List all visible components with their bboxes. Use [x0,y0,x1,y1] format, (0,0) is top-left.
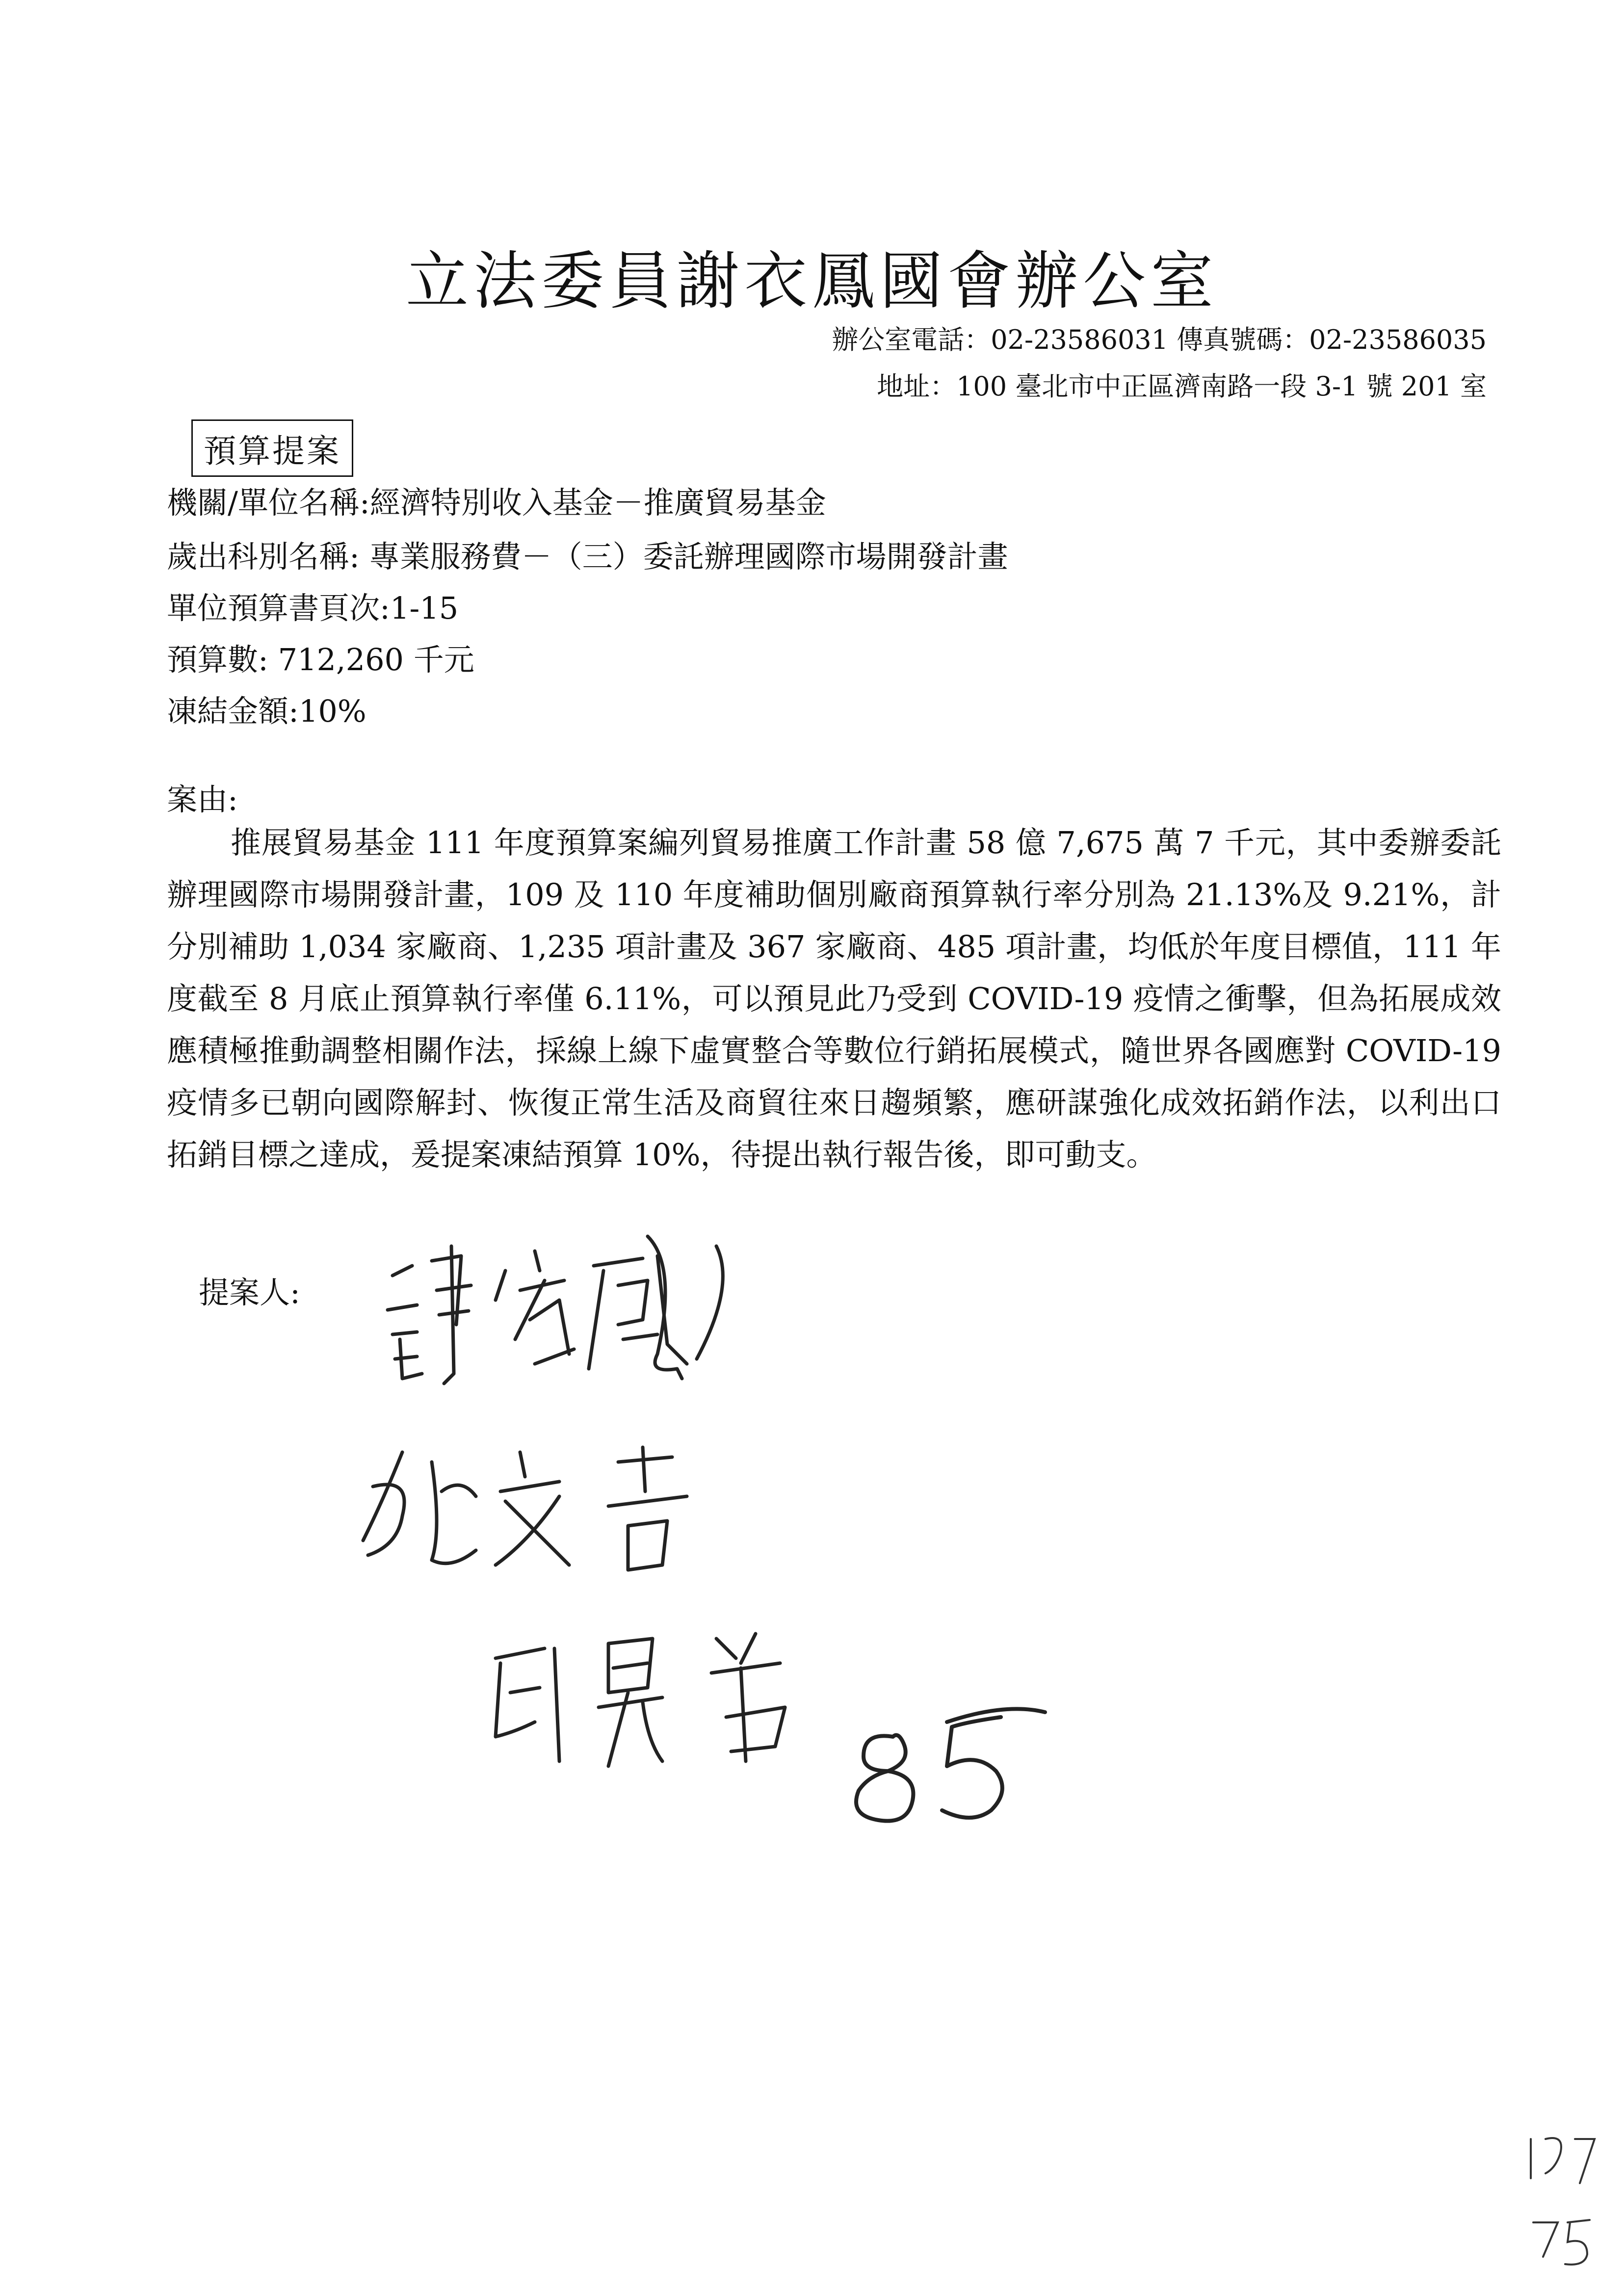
proposer-label: 提案人: [199,1275,300,1310]
reason-label: 案由: [167,782,238,817]
office-contact: 辦公室電話：02-23586031 傳真號碼：02-23586035 [832,324,1487,355]
expense-item-field: 歲出科別名稱: 專業服務費－（三）委託辦理國際市場開發計畫 [167,539,1008,574]
page-number-text: 85 [834,1827,835,1828]
corner-note-top [1521,2129,1604,2188]
signature-1 [373,1217,814,1398]
frozen-amount-field: 凍結金額:10% [167,693,367,729]
corner-note-bottom [1526,2208,1604,2267]
proposal-tag: 預算提案 [191,419,353,477]
budget-page-field: 單位預算書頁次:1-15 [167,590,459,626]
office-address: 地址：100 臺北市中正區濟南路一段 3-1 號 201 室 [877,371,1487,402]
reason-paragraph: 推展貿易基金 111 年度預算案編列貿易推廣工作計畫 58 億 7,675 萬 7 千元，其中委辦委託辦理國際市場開發計畫，109 及 110 年度補助個別廠商預算執行率分別為 21.13%及 9.21%，計分別補助 1,034 家廠商、1,235 項計畫及 367 家廠商、485 項計畫，均低於年度目標值，111 年度截至 8 月底止預算執行率僅 6.11%，可以預見此乃受到 COVID-19 疫情之衝擊，但為拓展成效應積極推動調整相關作法，採線上線下虛實整合等數位行銷拓展模式，隨世界各國應對 COVID-19 疫情多已朝向國際解封、恢復正常生活及商貿往來日趨頻繁，應研謀強化成效拓銷作法，以利出口拓銷目標之達成，爰提案凍結預算 10%，待提出執行報告後，即可動支。 [167,825,1501,1173]
agency-field: 機關/單位名稱:經濟特別收入基金－推廣貿易基金 [167,485,826,521]
signature-2 [343,1433,746,1599]
office-title: 立法委員謝衣鳳國會辦公室 [405,245,1218,318]
signature-3 [481,1619,864,1786]
handwritten-page-number [834,1702,1060,1830]
budget-amount-field: 預算數: 712,260 千元 [167,642,474,678]
